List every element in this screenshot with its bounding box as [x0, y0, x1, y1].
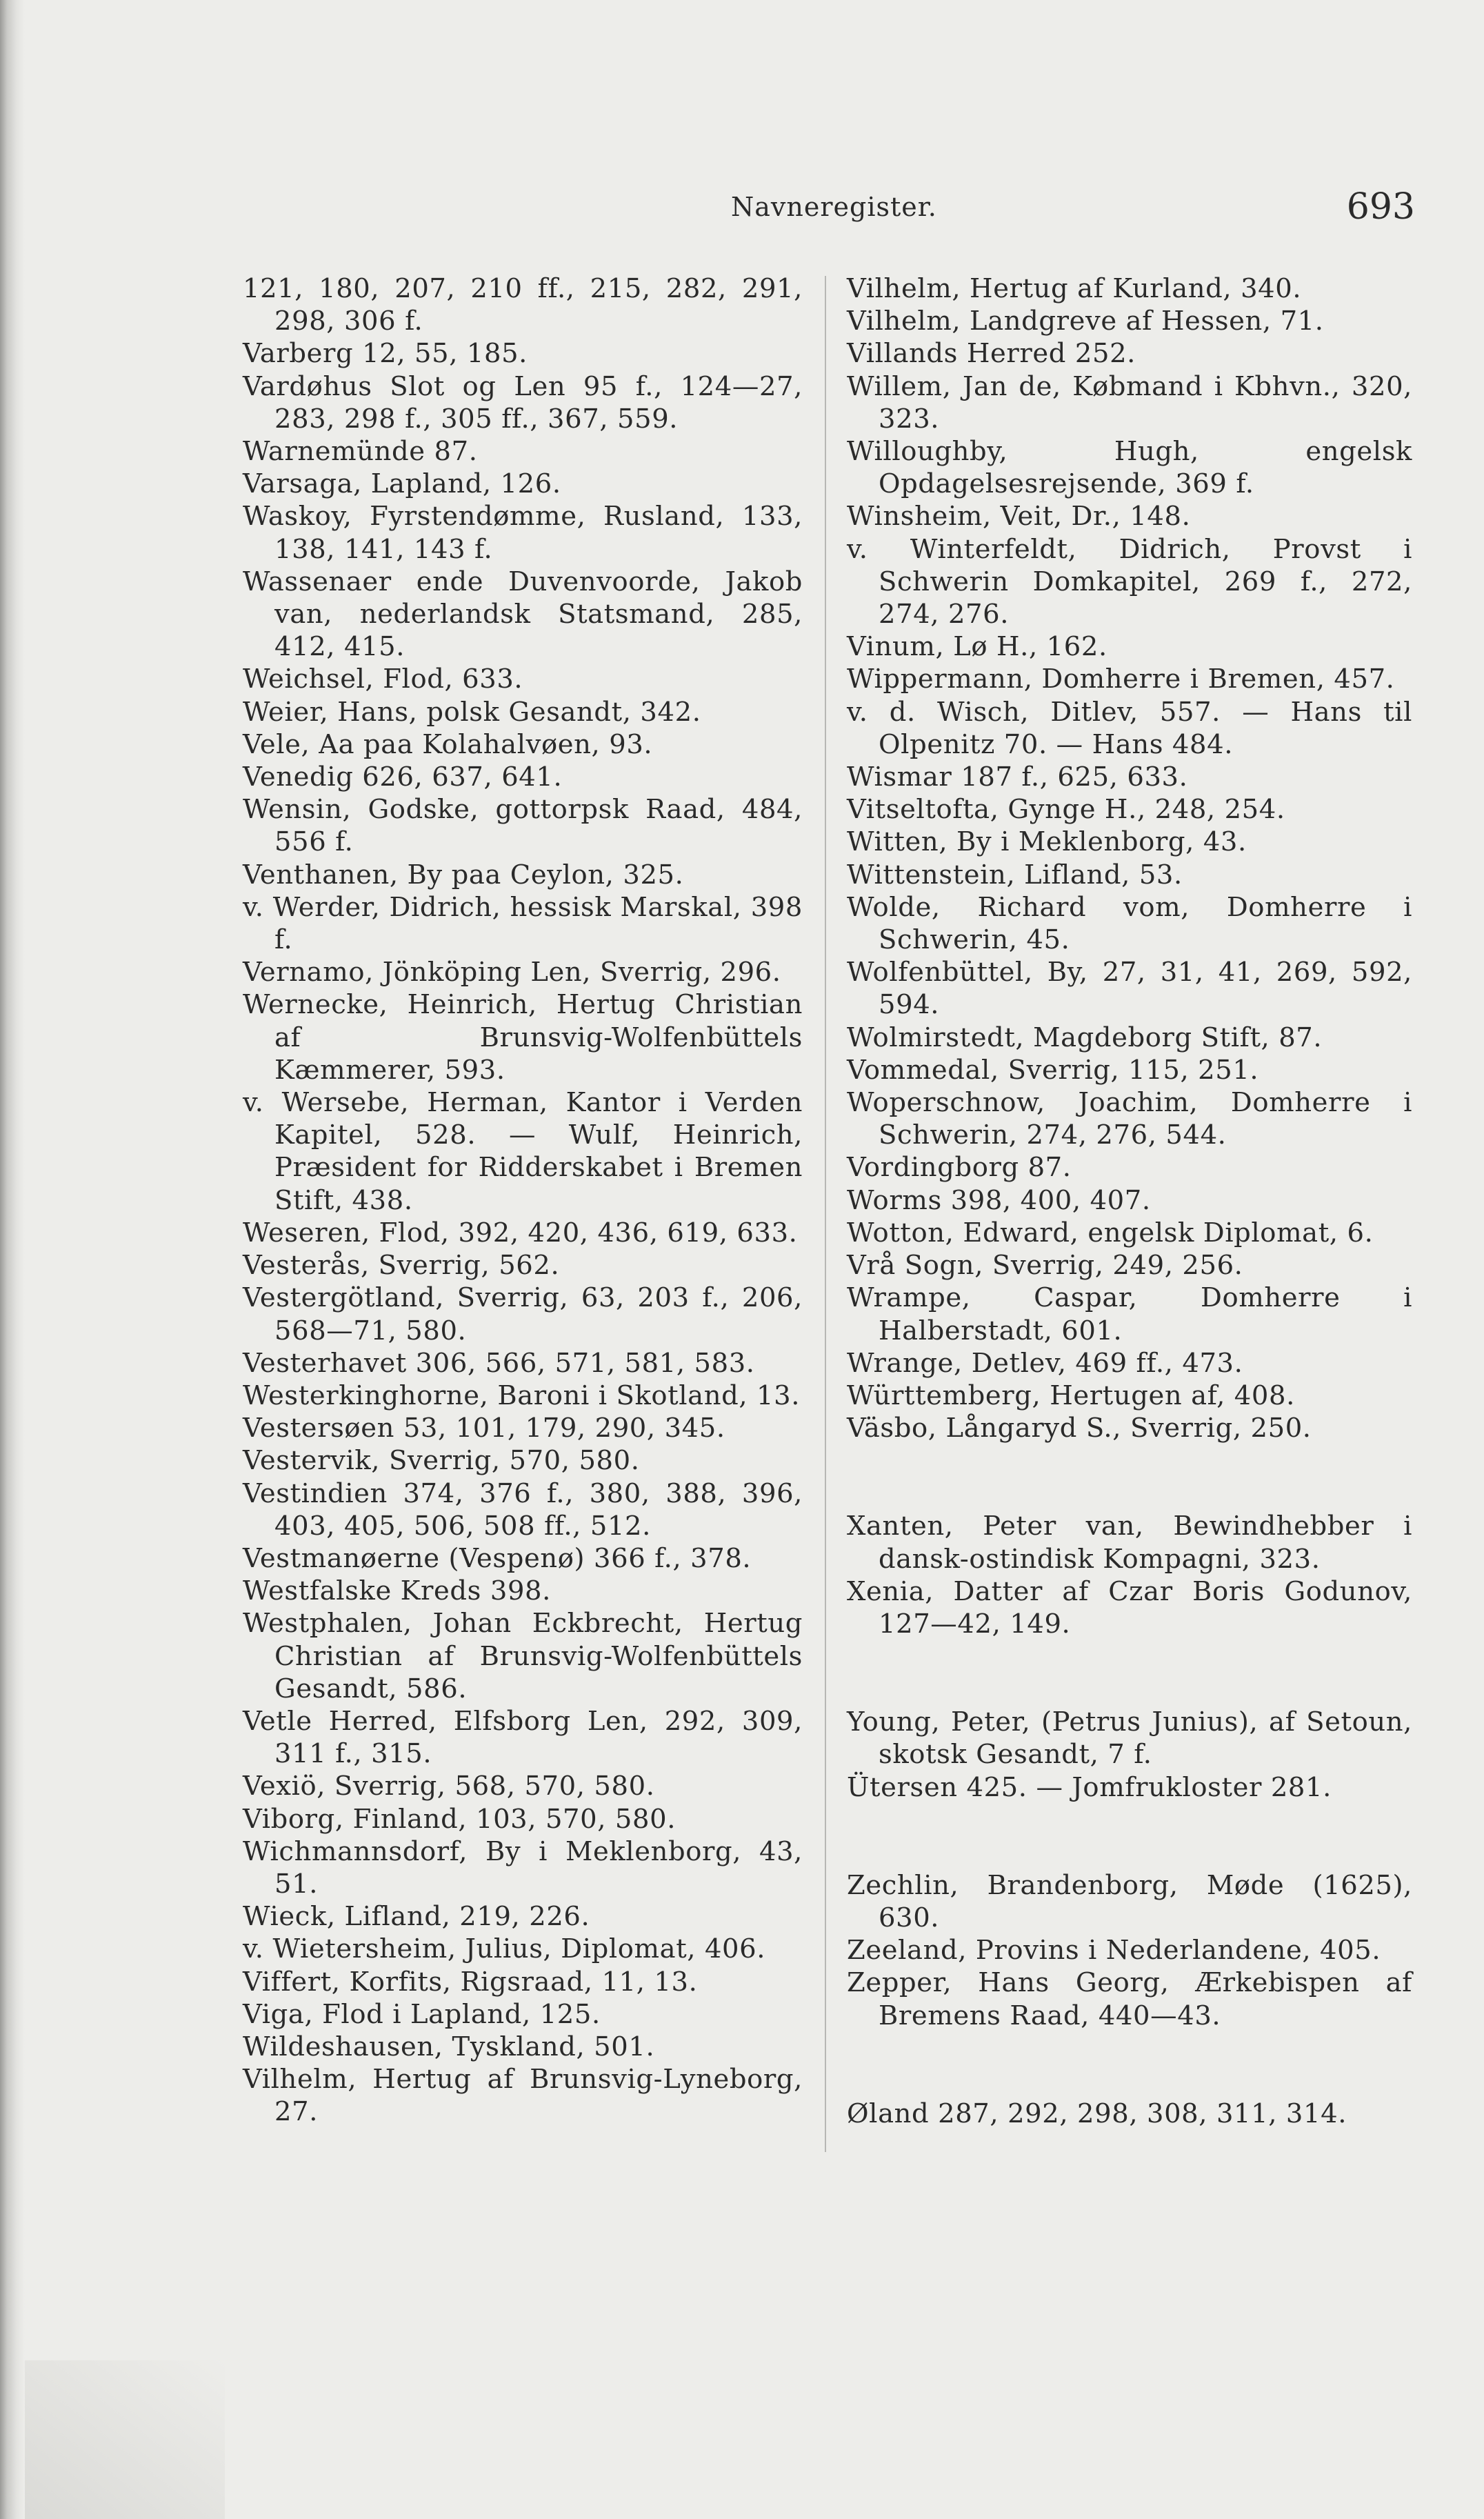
- index-entry: Venthanen, By paa Ceylon, 325.: [243, 859, 684, 890]
- index-entry: Venedig 626, 637, 641.: [243, 761, 563, 793]
- index-entry: Villands Herred 252.: [847, 338, 1136, 370]
- index-entry: Zepper, Hans Georg, Ærkebispen af Bremens Raad, 440—43.: [847, 1967, 1412, 2031]
- index-entry: Vestergötland, Sverrig, 63, 203 f., 206, 568—71, 580.: [243, 1282, 803, 1346]
- index-entry: v. Wietersheim, Julius, Diplomat, 406.: [243, 1933, 766, 1965]
- index-entry: Weseren, Flod, 392, 420, 436, 619, 633.: [243, 1217, 798, 1248]
- index-entry: Väsbo, Långaryd S., Sverrig, 250.: [847, 1413, 1312, 1444]
- index-entry: Willem, Jan de, Købmand i Kbhvn., 320, 323.: [847, 370, 1412, 435]
- index-column-left: [243, 272, 803, 2129]
- index-entry: Wippermann, Domherre i Bremen, 457.: [847, 664, 1395, 695]
- index-entry: Vesterås, Sverrig, 562.: [243, 1250, 560, 1282]
- index-entry: Wittenstein, Lifland, 53.: [847, 859, 1183, 890]
- index-entry: Wieck, Lifland, 219, 226.: [243, 1901, 590, 1933]
- index-entry: v. Werder, Didrich, hessisk Marskal, 398 f.: [243, 891, 803, 956]
- index-entry: Young, Peter, (Petrus Junius), af Setoun, skotsk Gesandt, 7 f.: [847, 1706, 1412, 1771]
- index-entry: Wrange, Detlev, 469 ff., 473.: [847, 1347, 1243, 1379]
- index-entry: Xenia, Datter af Czar Boris Godunov, 127—42, 149.: [847, 1575, 1412, 1640]
- letter-section-gap: [847, 1444, 1412, 1510]
- index-entry: Vommedal, Sverrig, 115, 251.: [847, 1054, 1259, 1086]
- index-entry: Viborg, Finland, 103, 570, 580.: [243, 1803, 676, 1835]
- index-entry: Warnemünde 87.: [243, 436, 478, 468]
- index-entry: Vestindien 374, 376 f., 380, 388, 396, 403, 405, 506, 508 ff., 512.: [243, 1477, 803, 1542]
- index-entry: Vinum, Lø H., 162.: [847, 631, 1107, 663]
- index-entry: Vesterhavet 306, 566, 571, 581, 583.: [243, 1347, 755, 1379]
- index-entry: Waskoy, Fyrstendømme, Rusland, 133, 138, 141, 143 f.: [243, 501, 803, 565]
- index-entry: Zechlin, Brandenborg, Møde (1625), 630.: [847, 1869, 1412, 1933]
- index-entry: 121, 180, 207, 210 ff., 215, 282, 291, 298, 306 f.: [243, 273, 803, 337]
- index-entry: Wassenaer ende Duvenvoorde, Jakob van, nederlandsk Statsmand, 285, 412, 415.: [243, 566, 803, 663]
- index-entry: v. d. Wisch, Ditlev, 557. — Hans til Olpenitz 70. — Hans 484.: [847, 696, 1412, 760]
- letter-section-gap: [847, 1804, 1412, 1869]
- index-entry: Wolfenbüttel, By, 27, 31, 41, 269, 592, 594.: [847, 957, 1412, 1021]
- index-entry: Viffert, Korfits, Rigsraad, 11, 13.: [243, 1966, 698, 1998]
- index-entry: Woperschnow, Joachim, Domherre i Schwerin, 274, 276, 544.: [847, 1087, 1412, 1151]
- index-entry: Ütersen 425. — Jomfrukloster 281.: [847, 1771, 1332, 1803]
- index-entry: Vitseltofta, Gynge H., 248, 254.: [847, 794, 1285, 826]
- index-entry: Vestervik, Sverrig, 570, 580.: [243, 1445, 640, 1477]
- index-entry: Worms 398, 400, 407.: [847, 1184, 1151, 1216]
- index-entry: Zeeland, Provins i Nederlandene, 405.: [847, 1935, 1381, 1967]
- index-entry: Witten, By i Meklenborg, 43.: [847, 826, 1247, 858]
- index-entry: Wolde, Richard vom, Domherre i Schwerin, 45.: [847, 891, 1412, 956]
- index-entry: Vardøhus Slot og Len 95 f., 124—27, 283, 298 f., 305 ff., 367, 559.: [243, 370, 803, 435]
- index-entry: Vilhelm, Hertug af Kurland, 340.: [847, 273, 1302, 304]
- index-entry: Wernecke, Heinrich, Hertug Christian af Brunsvig-Wolfenbüttels Kæmmerer, 593.: [243, 989, 803, 1086]
- index-entry: Varberg 12, 55, 185.: [243, 338, 528, 370]
- column-divider: [825, 276, 826, 2152]
- index-entry: Wichmannsdorf, By i Meklenborg, 43, 51.: [243, 1835, 803, 1900]
- index-entry: Vilhelm, Landgreve af Hessen, 71.: [847, 306, 1324, 337]
- index-entry: Weier, Hans, polsk Gesandt, 342.: [243, 696, 701, 728]
- index-entry: Vetle Herred, Elfsborg Len, 292, 309, 311 f., 315.: [243, 1705, 803, 1770]
- index-entry: Wolmirstedt, Magdeborg Stift, 87.: [847, 1022, 1323, 1053]
- index-entry: Württemberg, Hertugen af, 408.: [847, 1380, 1295, 1411]
- index-entry: Westfalske Kreds 398.: [243, 1575, 551, 1607]
- running-header: [0, 186, 1484, 228]
- index-entry: Vestmanøerne (Vespenø) 366 f., 378.: [243, 1542, 752, 1574]
- index-entry: Vordingborg 87.: [847, 1152, 1072, 1184]
- index-column-right: [847, 272, 1412, 2130]
- index-entry: Vrå Sogn, Sverrig, 249, 256.: [847, 1250, 1243, 1282]
- index-entry: Vilhelm, Hertug af Brunsvig-Lyneborg, 27.: [243, 2064, 803, 2128]
- index-entry: Øland 287, 292, 298, 308, 311, 314.: [847, 2098, 1347, 2129]
- index-entry: Willoughby, Hugh, engelsk Opdagelsesrejsende, 369 f.: [847, 436, 1412, 500]
- index-entry: Viga, Flod i Lapland, 125.: [243, 1998, 601, 2030]
- index-entry: v. Winterfeldt, Didrich, Provst i Schwerin Domkapitel, 269 f., 272, 274, 276.: [847, 533, 1412, 630]
- index-entry: Winsheim, Veit, Dr., 148.: [847, 501, 1191, 532]
- index-entry: Xanten, Peter van, Bewindhebber i dansk-ostindisk Kompagni, 323.: [847, 1511, 1412, 1575]
- index-entry: Westerkinghorne, Baroni i Skotland, 13.: [243, 1380, 801, 1411]
- page-corner-shade: [25, 2360, 225, 2519]
- index-entry: Wotton, Edward, engelsk Diplomat, 6.: [847, 1217, 1374, 1248]
- letter-section-gap: [847, 1640, 1412, 1706]
- index-entry: Weichsel, Flod, 633.: [243, 664, 523, 695]
- index-entry: Vele, Aa paa Kolahalvøen, 93.: [243, 728, 653, 760]
- index-entry: Wildeshausen, Tyskland, 501.: [243, 2031, 655, 2062]
- page-number: 693: [1346, 186, 1415, 228]
- index-entry: Varsaga, Lapland, 126.: [243, 468, 561, 500]
- index-entry: Wismar 187 f., 625, 633.: [847, 761, 1188, 793]
- index-entry: v. Wersebe, Herman, Kantor i Verden Kapitel, 528. — Wulf, Heinrich, Præsident for Ridderskabet i Bremen Stift, 438.: [243, 1087, 803, 1216]
- index-entry: Vexiö, Sverrig, 568, 570, 580.: [243, 1771, 655, 1802]
- index-entry: Vernamo, Jönköping Len, Sverrig, 296.: [243, 957, 781, 988]
- running-title: Navneregister.: [731, 192, 937, 222]
- index-entry: Wensin, Godske, gottorpsk Raad, 484, 556 f.: [243, 794, 803, 858]
- index-entry: Wrampe, Caspar, Domherre i Halberstadt, 601.: [847, 1282, 1412, 1346]
- page-binding-edge: [0, 0, 25, 2519]
- letter-section-gap: [847, 2032, 1412, 2098]
- index-entry: Westphalen, Johan Eckbrecht, Hertug Christian af Brunsvig-Wolfenbüttels Gesandt, 586.: [243, 1608, 803, 1704]
- index-entry: Vestersøen 53, 101, 179, 290, 345.: [243, 1413, 725, 1444]
